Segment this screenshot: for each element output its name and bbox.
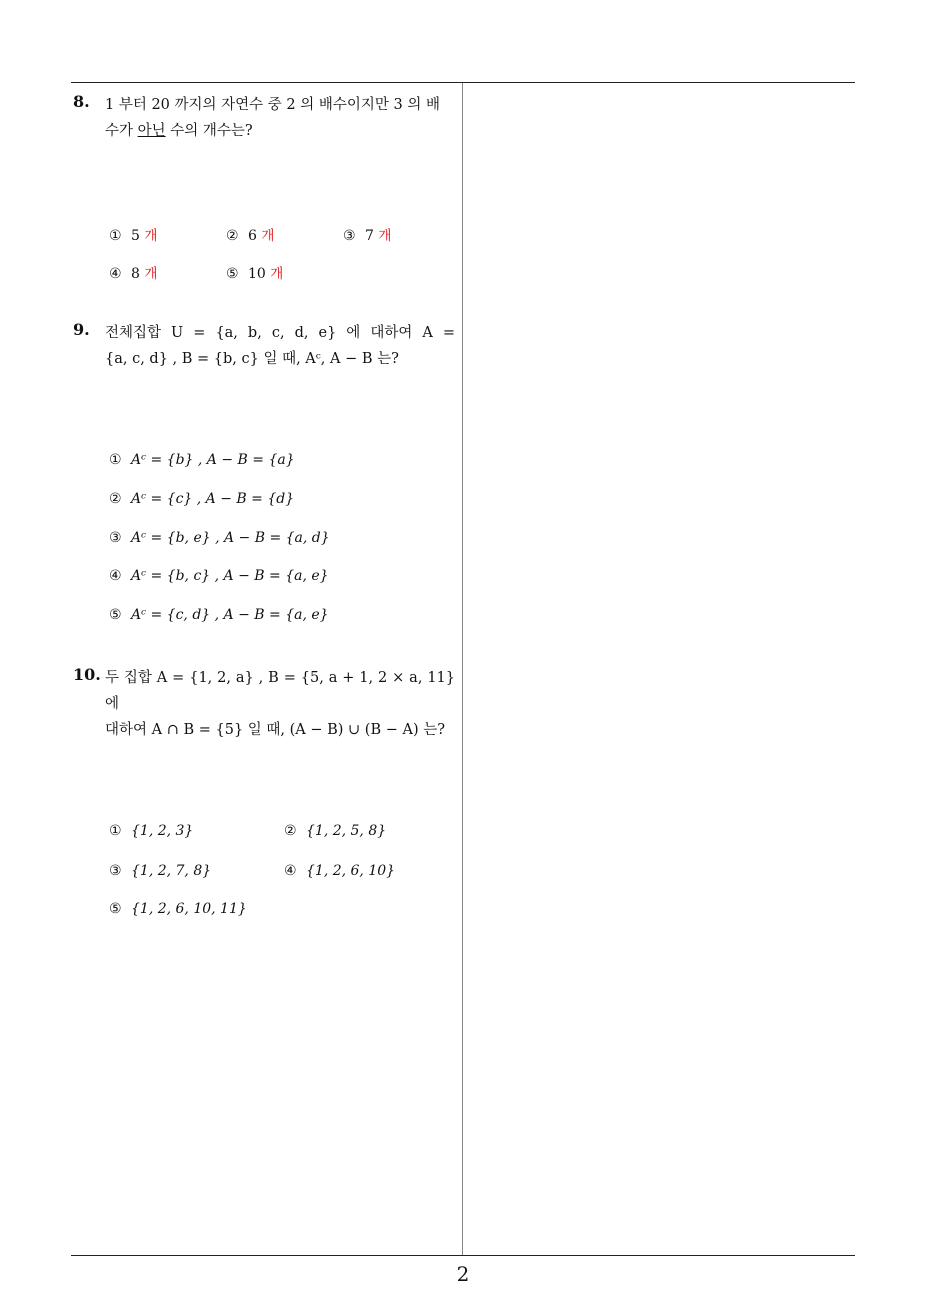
stem-line-1: 1 부터 20 까지의 자연수 중 2 의 배수이지만 3 의 배 [105,97,440,113]
choice-2[interactable] [109,491,294,507]
choice-5[interactable] [109,901,247,917]
choice-mark: ① [109,452,122,468]
question-number: 9. [73,320,90,339]
choice-4[interactable] [109,568,329,584]
choice-3[interactable] [343,224,391,244]
choice-mark: ③ [109,863,122,879]
choice-text: {1, 2, 6, 10} [306,863,396,879]
choice-3[interactable] [109,863,211,879]
choice-2[interactable] [284,823,386,839]
choice-value: 5 [131,228,140,244]
question-10 [73,665,455,917]
question-8 [73,92,455,282]
choice-value: 8 [131,266,140,282]
choice-mark: ① [109,228,122,244]
choice-text: Aᶜ = {c} , A − B = {d} [131,491,295,507]
choice-unit: 개 [270,266,284,282]
stem-line-1: 두 집합 A = {1, 2, a} , B = {5, a + 1, 2 × a, 11} 에 [105,670,455,712]
choice-mark: ⑤ [109,607,122,623]
question-number: 8. [73,92,90,111]
choice-text: Aᶜ = {b, c} , A − B = {a, e} [131,568,329,584]
choice-1[interactable] [109,224,157,244]
choice-unit: 개 [144,228,158,244]
choice-mark: ④ [109,266,122,282]
choice-3[interactable] [109,530,330,546]
choice-1[interactable] [109,452,295,468]
choice-unit: 개 [378,228,392,244]
top-rule [71,82,855,83]
stem-line-2: 대하여 A ∩ B = {5} 일 때, (A − B) ∪ (B − A) 는? [105,722,445,738]
choice-value: 6 [248,228,257,244]
choice-mark: ② [226,228,239,244]
choice-1[interactable] [109,823,193,839]
choice-text: Aᶜ = {b, e} , A − B = {a, d} [131,530,330,546]
choice-mark: ⑤ [226,266,239,282]
question-stem [105,320,455,372]
question-number: 10. [73,665,101,684]
stem-line-1: 전체집합 U = {a, b, c, d, e} 에 대하여 A = [105,325,455,341]
stem-text: 수의 개수는? [165,123,253,139]
choice-mark: ④ [284,863,297,879]
choice-text: {1, 2, 5, 8} [306,823,387,839]
choice-mark: ③ [109,530,122,546]
choice-text: Aᶜ = {c, d} , A − B = {a, e} [131,607,329,623]
choice-unit: 개 [261,228,275,244]
choice-mark: ① [109,823,122,839]
choice-value: 7 [365,228,374,244]
stem-line-2 [105,118,455,144]
choice-mark: ③ [343,228,356,244]
choice-mark: ④ [109,568,122,584]
choice-5[interactable] [226,262,283,282]
question-stem [105,92,455,144]
choice-2[interactable] [226,224,274,244]
bottom-rule [71,1255,855,1256]
choice-unit: 개 [144,266,158,282]
choice-mark: ② [284,823,297,839]
choice-text: Aᶜ = {b} , A − B = {a} [131,452,295,468]
question-stem [105,665,455,743]
choice-mark: ② [109,491,122,507]
choice-5[interactable] [109,607,329,623]
choice-text: {1, 2, 7, 8} [131,863,212,879]
choice-text: {1, 2, 6, 10, 11} [131,901,247,917]
choice-value: 10 [248,266,266,282]
underlined-word: 아닌 [137,123,166,139]
choice-text: {1, 2, 3} [131,823,194,839]
question-9 [73,320,455,623]
stem-line-2: {a, c, d} , B = {b, c} 일 때, Aᶜ, A − B 는? [105,351,399,367]
column-divider [462,83,463,1255]
choice-4[interactable] [284,863,395,879]
choice-mark: ⑤ [109,901,122,917]
page-number: 2 [456,1262,470,1286]
choice-4[interactable] [109,262,157,282]
stem-text: 수가 [105,123,138,139]
